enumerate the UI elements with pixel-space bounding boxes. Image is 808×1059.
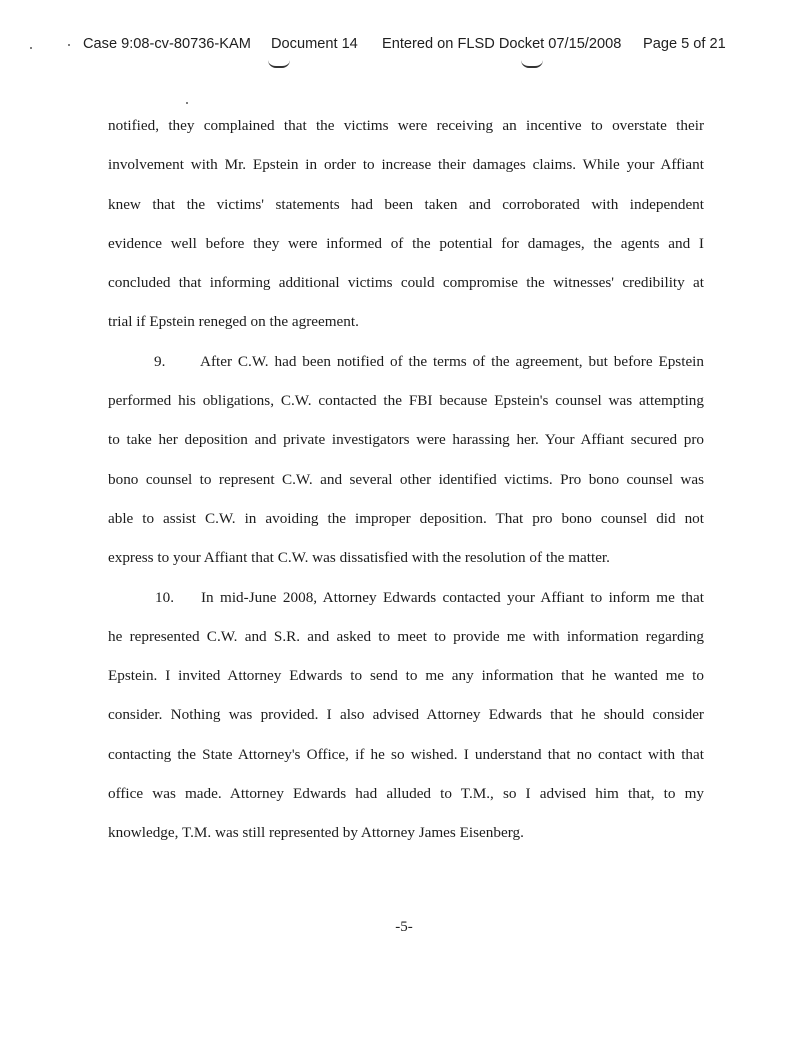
- text-line: knew that the victims' statements had been taken and corroborated with independent: [108, 195, 704, 213]
- text-line: bono counsel to represent C.W. and several other identified victims. Pro bono counsel was: [108, 470, 704, 488]
- case-number: Case 9:08-cv-80736-KAM: [83, 36, 251, 52]
- docket-header: [0, 36, 808, 56]
- text-line: Epstein. I invited Attorney Edwards to send to me any information that he wanted me to: [108, 667, 704, 685]
- text-span: After C.W. had been notified of the terms of the agreement, but before Epstein: [200, 352, 704, 370]
- text-line: to take her deposition and private investigators were harassing her. Your Affiant secured pro: [108, 431, 704, 449]
- text-line: trial if Epstein reneged on the agreement.: [108, 313, 359, 331]
- scan-speck: [68, 44, 70, 46]
- page-count: Page 5 of 21: [643, 36, 726, 52]
- text-line: contacting the State Attorney's Office, if he so wished. I understand that no contact with that: [108, 745, 704, 763]
- page-number: -5-: [395, 919, 413, 935]
- text-line: knowledge, T.M. was still represented by Attorney James Eisenberg.: [108, 824, 524, 842]
- scan-mark-left: [268, 60, 290, 68]
- paragraph-10-first-line: [108, 578, 704, 617]
- scan-speck: [186, 102, 188, 104]
- text-line: able to assist C.W. in avoiding the improper deposition. That pro bono counsel did not: [108, 509, 704, 527]
- text-line: office was made. Attorney Edwards had alluded to T.M., so I advised him that, to my: [108, 785, 704, 803]
- text-line: notified, they complained that the victims were receiving an incentive to overstate their: [108, 117, 704, 134]
- text-line: concluded that informing additional victims could compromise the witnesses' credibility at: [108, 274, 704, 292]
- text-line: express to your Affiant that C.W. was dissatisfied with the resolution of the matter.: [108, 549, 610, 567]
- text-line: he represented C.W. and S.R. and asked to meet to provide me with information regarding: [108, 627, 704, 645]
- text-line: performed his obligations, C.W. contacted the FBI because Epstein's counsel was attempting: [108, 392, 704, 410]
- scan-mark-right: [521, 60, 543, 68]
- paragraph-9-first-line: [108, 342, 704, 381]
- text-line: consider. Nothing was provided. I also advised Attorney Edwards that he should consider: [108, 706, 704, 724]
- paragraph-number: 9.: [154, 352, 166, 370]
- document-body: [108, 106, 704, 853]
- text-line: involvement with Mr. Epstein in order to increase their damages claims. While your Affiant: [108, 156, 704, 174]
- text-span: In mid-June 2008, Attorney Edwards contacted your Affiant to inform me that: [201, 588, 704, 606]
- scan-speck: [30, 47, 32, 49]
- docket-entry-date: Entered on FLSD Docket 07/15/2008: [382, 36, 622, 52]
- text-line: evidence well before they were informed of the potential for damages, the agents and I: [108, 234, 704, 252]
- document-number: Document 14: [271, 36, 358, 52]
- paragraph-number: 10.: [155, 588, 174, 606]
